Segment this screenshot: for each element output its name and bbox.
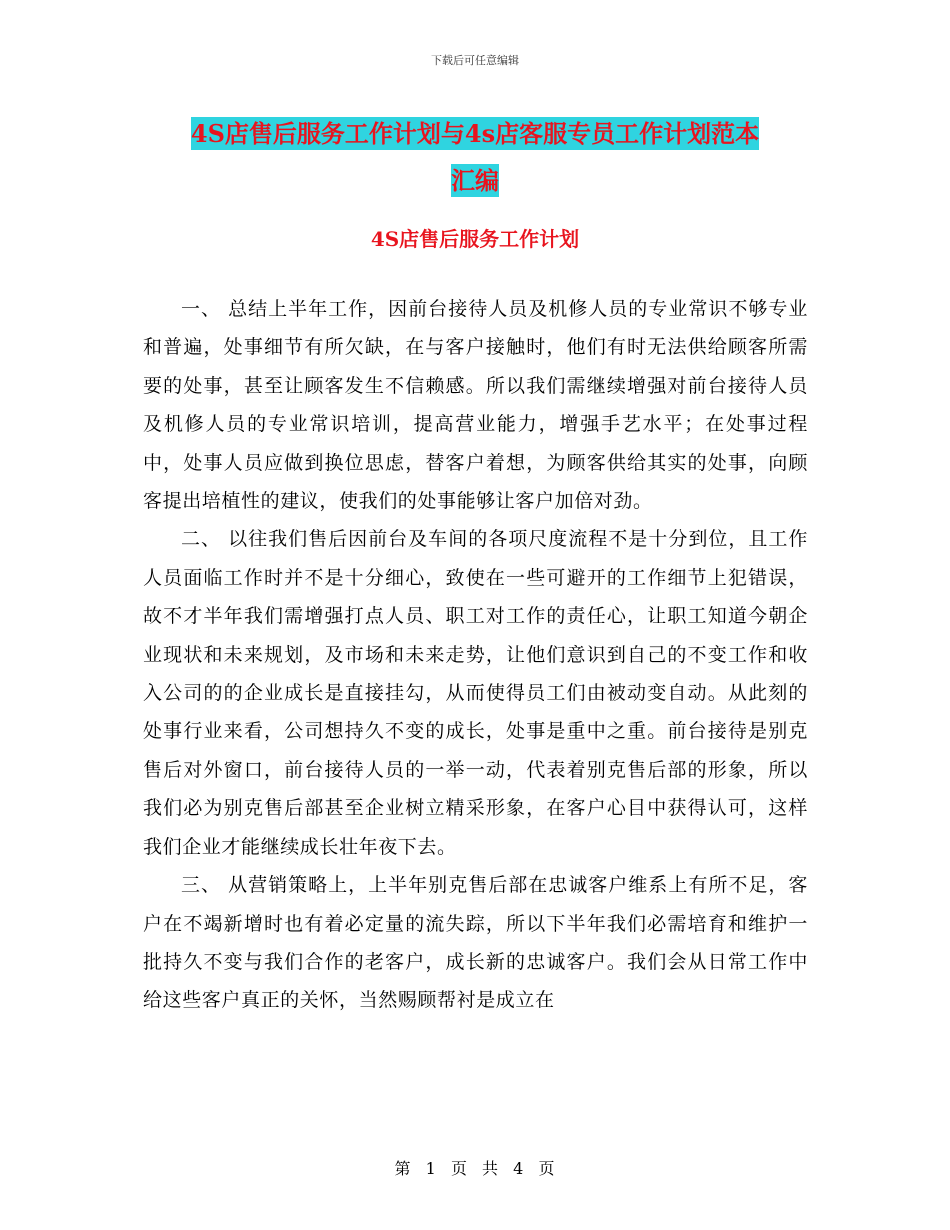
footer-total-prefix: 共: [482, 1159, 500, 1178]
header-note: 下载后可任意编辑: [431, 54, 519, 67]
page-footer: [0, 1156, 950, 1179]
footer-page-label: 页: [450, 1159, 468, 1178]
document-title-line1: 4S店售后服务工作计划与4s店客服专员工作计划范本: [190, 119, 760, 148]
paragraph-2: 二、 以往我们售后因前台及车间的各项尺度流程不是十分到位，且工作人员面临工作时并不是十分细心，致使在一些可避开的工作细节上犯错误，故不才半年我们需增强打点人员、职工对工作的责任心，让职工知道今朝企业现状和未来规划，及市场和未来走势，让他们意识到自己的不变工作和收入公司的的企业成长是直接挂勾，从而使得员工们由被动变自动。从此刻的处事行业来看，公司想持久不变的成长，处事是重中之重。前台接待是别克售后对外窗口，前台接待人员的一举一动，代表着别克售后部的形象，所以我们必为别克售后部甚至企业树立精采形象，在客户心目中获得认可，这样我们企业才能继续成长壮年夜下去。: [143, 528, 808, 858]
footer-page-number: 1: [425, 1159, 437, 1178]
body-text: [143, 290, 808, 1020]
footer-suffix: 页: [538, 1159, 556, 1178]
document-title: [110, 110, 840, 204]
section-title: 4S店售后服务工作计划: [370, 227, 580, 251]
paragraph-3: 三、 从营销策略上，上半年别克售后部在忠诚客户维系上有所不足，客户在不竭新增时也有着必定量的流失踪，所以下半年我们必需培育和维护一批持久不变与我们合作的老客户，成长新的忠诚客户。我们会从日常工作中给这些客户真正的关怀，当然赐顾帮衬是成立在: [143, 874, 808, 1012]
footer-prefix: 第: [394, 1159, 412, 1178]
document-title-line2: 汇编: [451, 166, 499, 195]
footer-total-pages: 4: [513, 1159, 525, 1178]
paragraph-1: 一、 总结上半年工作，因前台接待人员及机修人员的专业常识不够专业和普遍，处事细节有所欠缺，在与客户接触时，他们有时无法供给顾客所需要的处事，甚至让顾客发生不信赖感。所以我们需继续增强对前台接待人员及机修人员的专业常识培训，提高营业能力，增强手艺水平；在处事过程中，处事人员应做到换位思虑，替客户着想，为顾客供给其实的处事，向顾客提出培植性的建议，使我们的处事能够让客户加倍对劲。: [143, 298, 808, 513]
